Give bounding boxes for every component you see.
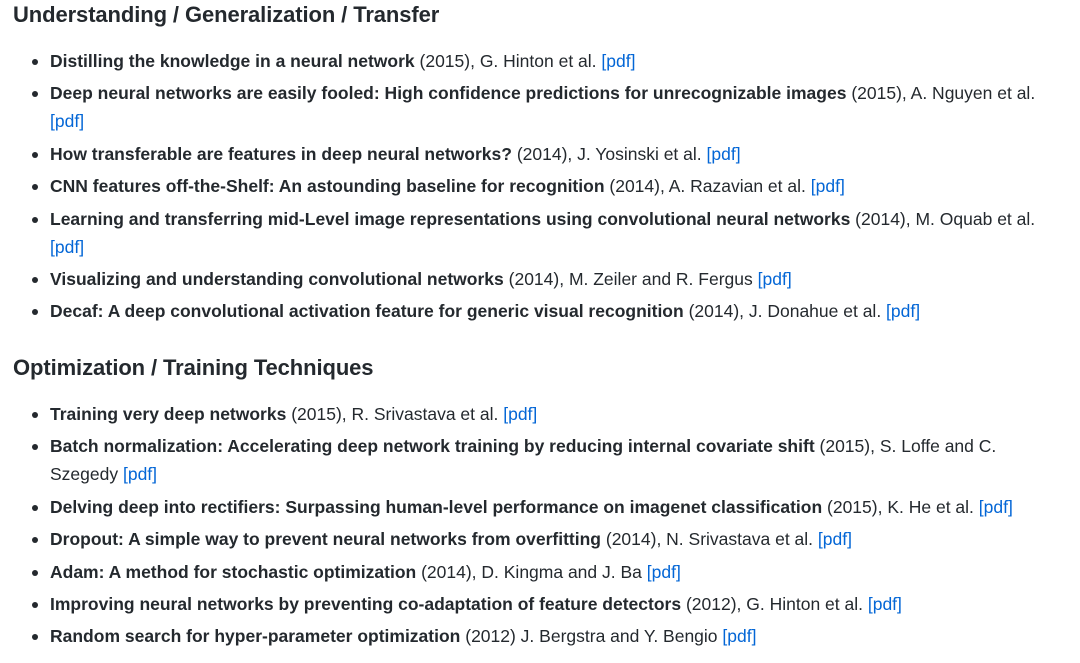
list-item <box>0 525 1080 553</box>
pdf-link[interactable]: [pdf] <box>122 464 158 485</box>
paper-meta: (2014), M. Zeiler and R. Fergus <box>503 268 758 289</box>
pdf-link[interactable]: [pdf] <box>50 236 85 257</box>
bullet-icon <box>32 277 38 283</box>
pdf-link[interactable]: [pdf] <box>503 404 538 424</box>
bullet-icon <box>32 634 38 640</box>
bullet-icon <box>32 570 38 576</box>
paper-title: Deep neural networks are easily fooled: High confidence predictions for unrecognizable images <box>50 83 847 104</box>
list-item <box>0 79 1080 135</box>
paper-meta: (2014), J. Donahue et al. <box>683 301 887 322</box>
bullet-icon <box>32 309 38 315</box>
pdf-link[interactable]: [pdf] <box>757 268 792 289</box>
paper-title: Delving deep into rectifiers: Surpassing human-level performance on imagenet classification <box>50 496 823 517</box>
paper-title: Dropout: A simple way to prevent neural networks from overfitting <box>50 529 601 550</box>
pdf-link[interactable]: [pdf] <box>646 561 681 582</box>
paper-title: Visualizing and understanding convolutional networks <box>50 268 504 289</box>
paper-title: Batch normalization: Accelerating deep network training by reducing internal covariate shift <box>50 436 815 457</box>
pdf-link[interactable]: [pdf] <box>50 111 85 132</box>
paper-meta: (2014), D. Kingma and J. Ba <box>416 561 647 582</box>
list-item <box>0 140 1080 168</box>
list-item <box>0 205 1080 261</box>
list-item <box>0 590 1080 618</box>
list-item <box>0 265 1080 293</box>
paper-title: Random search for hyper-parameter optimization <box>50 626 461 647</box>
bullet-icon <box>32 184 38 190</box>
pdf-link[interactable]: [pdf] <box>722 626 757 647</box>
bullet-icon <box>32 505 38 511</box>
list-item <box>0 172 1080 200</box>
section-heading-optimization: Optimization / Training Techniques <box>13 355 374 380</box>
pdf-link[interactable]: [pdf] <box>867 593 902 614</box>
bullet-icon <box>32 537 38 543</box>
paper-title: Distilling the knowledge in a neural network <box>50 51 415 71</box>
paper-meta: (2014), N. Srivastava et al. <box>601 529 818 550</box>
list-item <box>0 297 1080 325</box>
section-heading-understanding: Understanding / Generalization / Transfer <box>13 2 440 27</box>
pdf-link[interactable]: [pdf] <box>886 301 921 322</box>
bullet-icon <box>32 412 38 418</box>
paper-title: How transferable are features in deep neural networks? <box>50 143 512 164</box>
paper-meta: (2015), S. Loffe and C. Szegedy <box>50 436 997 485</box>
pdf-link[interactable]: [pdf] <box>978 496 1013 517</box>
paper-title: CNN features off-the-Shelf: An astounding baseline for recognition <box>50 176 605 197</box>
paper-meta: (2015), A. Nguyen et al. <box>846 83 1036 104</box>
bullet-icon <box>32 602 38 608</box>
bullet-icon <box>32 152 38 158</box>
paper-meta: (2015), R. Srivastava et al. <box>286 404 504 424</box>
paper-list-optimization <box>0 400 1080 655</box>
list-item <box>0 432 1080 488</box>
list-item <box>0 400 1080 428</box>
pdf-link[interactable]: [pdf] <box>706 143 741 164</box>
list-item <box>0 558 1080 586</box>
list-item <box>0 622 1080 650</box>
paper-meta: (2015), G. Hinton et al. <box>414 51 602 71</box>
paper-list-understanding <box>0 47 1080 330</box>
bullet-icon <box>32 91 38 97</box>
paper-meta: (2014), A. Razavian et al. <box>604 176 811 197</box>
pdf-link[interactable]: [pdf] <box>817 529 852 550</box>
list-item <box>0 493 1080 521</box>
bullet-icon <box>32 217 38 223</box>
bullet-icon <box>32 444 38 450</box>
list-item <box>0 47 1080 75</box>
paper-meta: (2014), J. Yosinski et al. <box>511 143 707 164</box>
paper-title: Improving neural networks by preventing co-adaptation of feature detectors <box>50 593 682 614</box>
paper-meta: (2012), G. Hinton et al. <box>681 593 868 614</box>
paper-title: Decaf: A deep convolutional activation feature for generic visual recognition <box>50 301 684 322</box>
bullet-icon <box>32 59 38 65</box>
paper-meta: (2014), M. Oquab et al. <box>850 208 1036 229</box>
pdf-link[interactable]: [pdf] <box>601 51 636 71</box>
paper-title: Learning and transferring mid-Level image representations using convolutional neural networks <box>50 208 851 229</box>
pdf-link[interactable]: [pdf] <box>810 176 845 197</box>
paper-meta: (2015), K. He et al. <box>822 496 979 517</box>
paper-title: Adam: A method for stochastic optimization <box>50 561 417 582</box>
paper-meta: (2012) J. Bergstra and Y. Bengio <box>460 626 723 647</box>
paper-title: Training very deep networks <box>50 404 287 424</box>
